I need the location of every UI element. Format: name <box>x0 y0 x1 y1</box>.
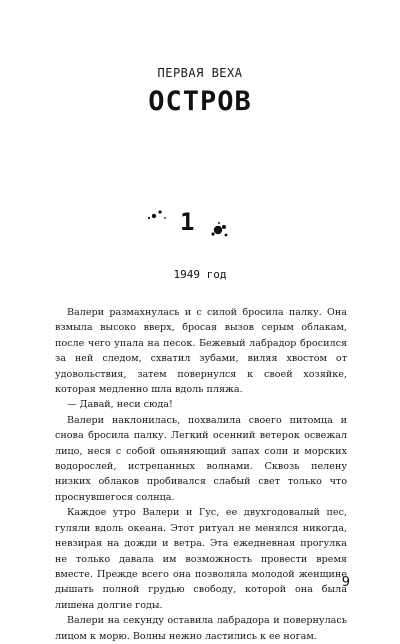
paragraph: Валери наклонилась, похвалила своего питомца и снова бросила палку. Легкий осенний ветерок освежал лицо, неся с собой опьяняющий запах соли и морских водорослей, истрепанных волнами. Сквозь пелену низких облаков пробивался слабый свет только что проснувшегося солнца. <box>55 414 347 503</box>
paragraph: Валери размахнулась и с силой бросила палку. Она взмыла высоко вверх, бросая вызов серым облакам, после чего упала на песок. Бежевый лабрадор бросился за ней следом, схватил зубами, виляя хвостом от удовольствия, затем повернулся к своей хозяйке, которая медленно шла вдоль пляжа. <box>55 307 347 396</box>
page-number: 9 <box>341 575 350 590</box>
chapter-number: 1 <box>180 208 195 236</box>
part-label: ПЕРВАЯ ВЕХА <box>157 66 243 80</box>
paragraph: — Давай, неси сюда! <box>67 399 173 411</box>
chapter-year: 1949 год <box>173 268 227 281</box>
paragraph: Каждое утро Валери и Гус, ее двухгодовалый пес, гуляли вдоль океана. Этот ритуал не менялся никогда, невзирая на дожди и ветра. Эта ежедневная прогулка не только давала им возможность провести время вместе. Прежде всего она позволяла молодой женщине дышать полной грудью свободу, которой она была лишена долгие годы. <box>55 507 347 611</box>
body-text <box>55 305 347 644</box>
paragraph: Валери на секунду оставила лабрадора и повернулась лицом к морю. Волны нежно ластились к ее ногам. <box>55 615 347 642</box>
part-title: ОСТРОВ <box>148 86 252 117</box>
chapter-heading <box>140 204 240 244</box>
